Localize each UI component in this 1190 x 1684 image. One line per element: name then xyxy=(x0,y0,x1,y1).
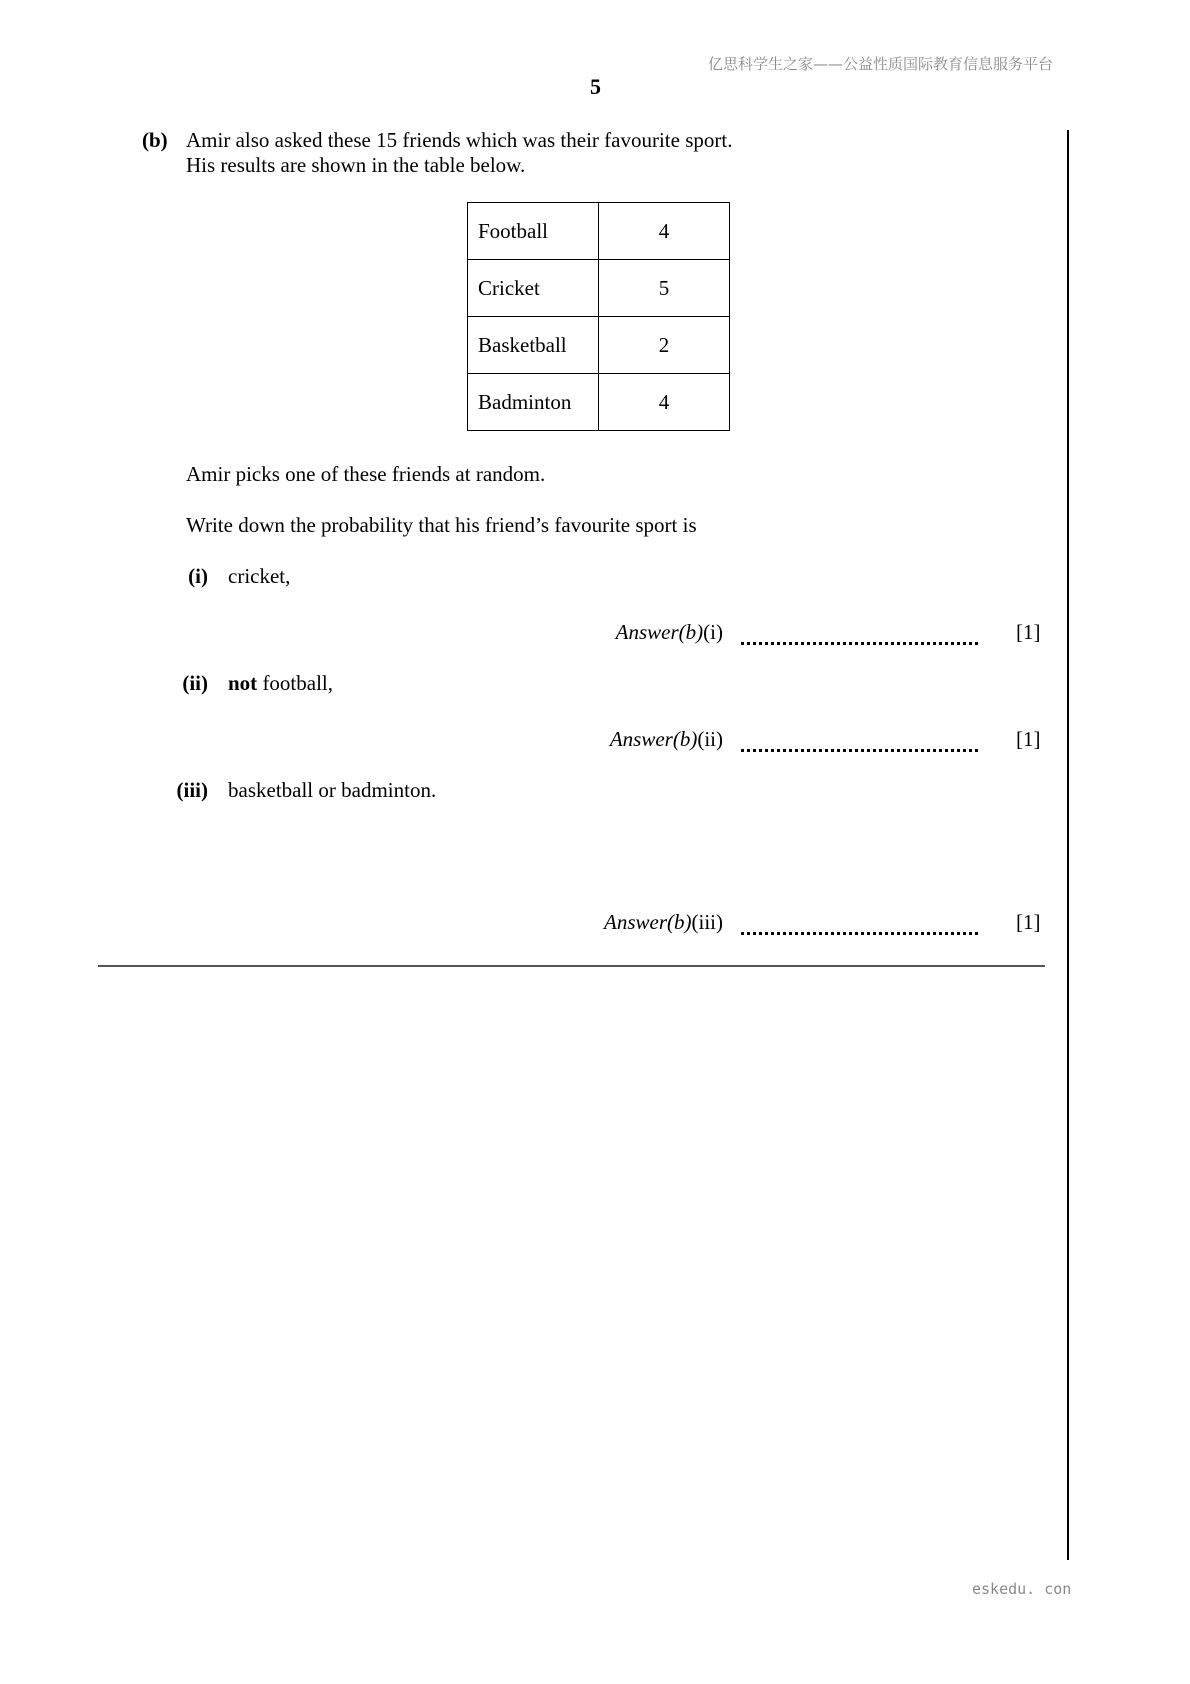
sub-part-text-iii: basketball or badminton. xyxy=(228,778,437,802)
table-row xyxy=(468,317,730,374)
table-row xyxy=(468,203,730,260)
page-number: 5 xyxy=(590,74,601,99)
part-label: (b) xyxy=(142,128,168,152)
margin-line xyxy=(1067,130,1069,1560)
intro-line-2: His results are shown in the table below. xyxy=(186,153,526,177)
sports-table xyxy=(467,202,730,431)
sub-part-label-ii: (ii) xyxy=(182,671,208,695)
sport-name: Cricket xyxy=(468,260,599,317)
mark-ii: [1] xyxy=(1016,727,1041,751)
sport-count: 2 xyxy=(599,317,730,374)
answer-label-iii: Answer(b)(iii) xyxy=(604,910,723,934)
sub-part-label-i: (i) xyxy=(188,564,208,588)
answer-label-ii: Answer(b)(ii) xyxy=(609,727,723,751)
sub-part-text-ii: not football, xyxy=(228,671,334,695)
sub-part-text-i: cricket, xyxy=(228,564,291,588)
answer-line-iii[interactable] xyxy=(741,932,978,935)
answer-line-i[interactable] xyxy=(741,642,978,645)
sub-part-label-iii: (iii) xyxy=(176,778,208,802)
sport-name: Basketball xyxy=(468,317,599,374)
sport-count: 4 xyxy=(599,374,730,431)
sport-name: Football xyxy=(468,203,599,260)
sport-name: Badminton xyxy=(468,374,599,431)
intro-line-1: Amir also asked these 15 friends which was their favourite sport. xyxy=(186,128,733,152)
answer-label-i: Answer(b)(i) xyxy=(615,620,723,644)
mark-iii: [1] xyxy=(1016,910,1041,934)
footer-watermark: eskedu. con xyxy=(972,1580,1072,1598)
table-row xyxy=(468,374,730,431)
section-divider xyxy=(98,965,1045,967)
picks-text: Amir picks one of these friends at random. xyxy=(186,462,546,486)
header-watermark: 亿思科学生之家——公益性质国际教育信息服务平台 xyxy=(707,55,1053,73)
sport-count: 5 xyxy=(599,260,730,317)
mark-i: [1] xyxy=(1016,620,1041,644)
write-text: Write down the probability that his friend’s favourite sport is xyxy=(186,513,697,537)
answer-line-ii[interactable] xyxy=(741,749,978,752)
table-row xyxy=(468,260,730,317)
sport-count: 4 xyxy=(599,203,730,260)
